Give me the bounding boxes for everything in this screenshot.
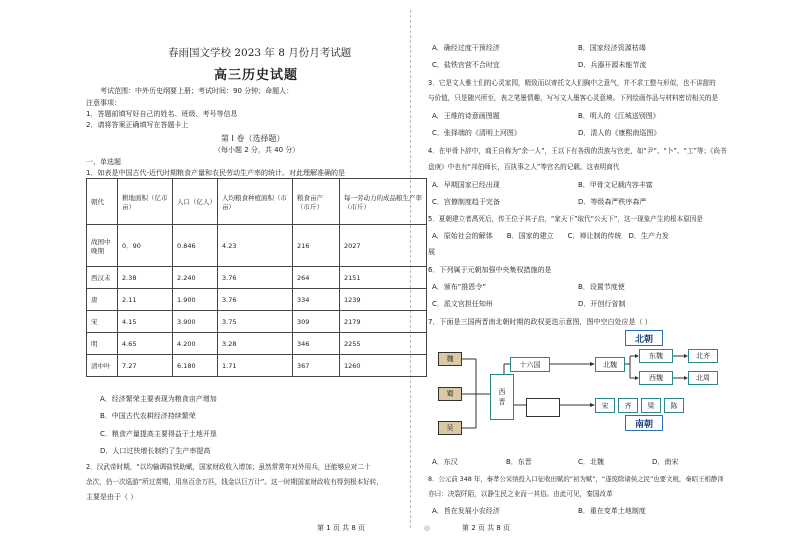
q4-option-b: B．甲骨文记载内容丰富 [578,181,653,189]
q7-option-c: C．北魏 [578,458,604,466]
table-cell: 宋 [87,311,118,333]
table-cell: 1.900 [173,289,218,311]
q6-option-c: C．派文官担任知州 [432,300,493,308]
table-row [87,267,427,289]
diagram-wu: 吴 [438,421,462,435]
question-7-stem: 7．下面是三国两晋南北朝时期的政权更迭示意图，图中空白处应是（ ） [428,318,652,326]
table-row [87,311,427,333]
table-cell: 216 [293,225,340,267]
q3-option-c: C．张择端的《清明上河图》 [432,129,521,137]
page-number-left: 第 1 页 共 8 页 [317,524,366,532]
q7-option-a: A．东汉 [432,458,458,466]
diagram-beiwei: 北魏 [595,357,625,372]
table-cell: 4.65 [118,333,173,355]
note-1: 1．答题前填写好自己的姓名、班级、考号等信息 [86,110,238,118]
table-cell: 2151 [340,267,427,289]
q1-option-c: C．粮食产量提高主要得益于土地开垦 [100,430,217,438]
q2-option-a: A．确经过度干预经济 [432,44,500,52]
question-2-line3: 主要是由于（ ） [86,493,138,501]
q4-option-d: D．等级森严秩序森严 [578,198,647,206]
table-header-cell: 耕地面积（亿市亩） [118,179,173,225]
q7-option-b: B．东晋 [506,458,532,466]
q5-options: A．原始社会的解体 B．国家的建立 C．禅让制的传统 D．生产力发 [432,232,669,240]
q7-option-d: D．南宋 [652,458,679,466]
diagram-beiqi: 北齐 [688,349,718,363]
table-row [87,355,427,377]
table-cell: 2255 [340,333,427,355]
table-row [87,289,427,311]
q3-option-b: B．明人的《江城送别图》 [578,112,660,120]
diagram-dongwei: 东魏 [639,349,673,363]
q1-option-b: B．中国古代农耕经济持续繁荣 [100,412,196,420]
table-header-row [87,179,427,225]
note-2: 2．请将答案正确填写在答题卡上 [86,121,189,129]
volume-subtitle: （每小题 2 分，共 40 分） [214,146,300,154]
table-cell: 4.200 [173,333,218,355]
q2-option-d: D．兵器开源未能节流 [578,61,647,69]
binding-dot-icon: ◎ [424,524,431,532]
table-cell: 3.28 [218,333,293,355]
q2-option-c: C．盐铁官营不合时宜 [432,61,500,69]
history-data-table [86,178,427,377]
question-3-line2: 与价值，只是随兴所至，表之笔墨情趣，写写文人墨客心灵意境。下列绘画作品与材料密切相关的是 [428,94,719,102]
diagram-song: 宋 [595,398,615,413]
table-cell: 346 [293,333,340,355]
question-5-stem: 5．夏朝建立者禹死后，传王位于其子启，“家天下”取代“公天下”，这一现象产生的根本原因是 [428,215,704,223]
table-cell: 唐 [87,289,118,311]
table-header-cell: 朝代 [87,179,118,225]
question-2-line2: 余次，仍一次巡游”所过赏赐，用帛百余万匹，钱金以巨万计”。这一时期国家财政收有得到根本好转， [86,478,383,486]
diagram-beizhou: 北周 [688,371,718,385]
table-row [87,333,427,355]
diagram-wei: 魏 [438,352,462,366]
table-header-cell: 人口（亿人） [173,179,218,225]
q8-option-a: A．旨在发展小农经济 [432,507,500,515]
table-cell: 3.76 [218,267,293,289]
diagram-shiliuguo: 十六国 [510,357,550,372]
question-2-line1: 2．汉武帝时期，“以均输调盐铁助赋，国家财政收入增加；虽然常常年对外用兵，还能够应对二十 [86,463,371,471]
table-cell: 334 [293,289,340,311]
q6-option-b: B．设置节度使 [578,283,625,291]
diagram-chen: 陈 [664,398,684,413]
table-header-cell: 人均粮食种植面积（市亩） [218,179,293,225]
table-cell: 7.27 [118,355,173,377]
q5-options-tail: 展 [428,248,435,256]
table-cell: 309 [293,311,340,333]
question-8-line2: 亦曰：决裂阡陌，以静生民之业而一其俗。由此可见，秦国改革 [428,490,613,498]
q3-option-a: A．王维的诗意画图题 [432,112,500,120]
table-cell: 2027 [340,225,427,267]
diagram-beichao: 北朝 [625,330,663,346]
table-cell: 4.15 [118,311,173,333]
q6-option-d: D．开创行省制 [578,300,626,308]
diagram-shu: 蜀 [438,387,462,401]
q8-option-b: B．重在变革土地制度 [578,507,646,515]
table-cell: 0．90 [118,225,173,267]
table-row [87,225,427,267]
question-3-line1: 3．它是文人雅士们的心灵家园，精致而以寄托文人们胸中之意气，并不求工整与形似，也不讲甜的 [428,79,716,87]
section-heading: 一、单选题 [86,158,121,166]
q6-option-a: A．颁布“推恩令” [432,283,487,291]
exam-scope: 考试范围：中外历史纲要上册；考试时间：90 分钟；命题人： [100,87,294,95]
notes-title: 注意事项： [86,99,121,107]
diagram-xijin-char2: 晋 [498,398,506,406]
diagram-xijin [490,374,514,420]
table-cell: 明 [87,333,118,355]
q2-option-b: B．国家经济资源枯竭 [578,44,646,52]
table-cell: 3.76 [218,289,293,311]
diagram-liang: 梁 [641,398,661,413]
q4-option-a: A．早期国家已经出现 [432,181,500,189]
table-cell: 264 [293,267,340,289]
question-4-line1: 4．在甲骨卜辞中，商王自称为“余一人”，王以下有各级的贵族与官吏，如“尹”、“卜”、“工”等；《尚书 [428,147,727,155]
question-6-stem: 6．下列属于元朝加强中央集权措施的是 [428,266,552,274]
table-cell: 1239 [340,289,427,311]
question-1-stem: 1．如表是中国古代-近代时期粮食产量和农民劳动生产率的统计。对此理解准确的是 [86,169,345,177]
table-cell: 0.846 [173,225,218,267]
diagram-blank-box [526,398,560,417]
exam-header-title: 春雨国文学校 2023 年 8 月份月考试题 [168,47,352,59]
table-cell: 清中叶 [87,355,118,377]
diagram-qi: 齐 [618,398,638,413]
table-cell: 4.23 [218,225,293,267]
diagram-xijin-char1: 西 [498,388,506,396]
question-8-line1: 8．公元前 348 年，秦孝公采纳投入口征收田赋的“初为赋”，“遂废除诸侯之民”也要文税，秦昭王相静泽 [428,475,724,483]
subject-title: 高三历史试题 [214,68,299,83]
table-cell: 2.38 [118,267,173,289]
question-4-line2: 盘庚》中也有“邦伯师长，百执事之人”等官名的记载。这表明商代 [428,163,620,171]
table-header-cell: 粮食亩产（市斤） [293,179,340,225]
table-cell: 1260 [340,355,427,377]
table-cell: 2.240 [173,267,218,289]
page-number-right: 第 2 页 共 8 页 [462,524,511,532]
q4-option-c: C．宫僚制度趋于完备 [432,198,500,206]
diagram-xiwei: 西魏 [639,371,673,385]
table-cell: 367 [293,355,340,377]
volume-title: 第 I 卷（选择题） [221,134,285,143]
table-header-cell: 每一劳动力的成品粮生产率（市斤） [340,179,427,225]
table-cell: 3.75 [218,311,293,333]
diagram-nanchao: 南朝 [625,415,663,431]
q1-option-d: D．人口过快增长制约了生产率提高 [100,447,211,455]
q1-option-a: A．经济繁荣主要表现为粮食亩产增加 [100,395,217,403]
table-cell: 2.11 [118,289,173,311]
table-cell: 1.71 [218,355,293,377]
table-cell: 2179 [340,311,427,333]
table-cell: 6.180 [173,355,218,377]
table-cell: 西汉末 [87,267,118,289]
q3-option-d: D．清人的《康熙南巡图》 [578,129,661,137]
table-cell: 战国中晚期 [87,225,118,267]
table-cell: 3.900 [173,311,218,333]
